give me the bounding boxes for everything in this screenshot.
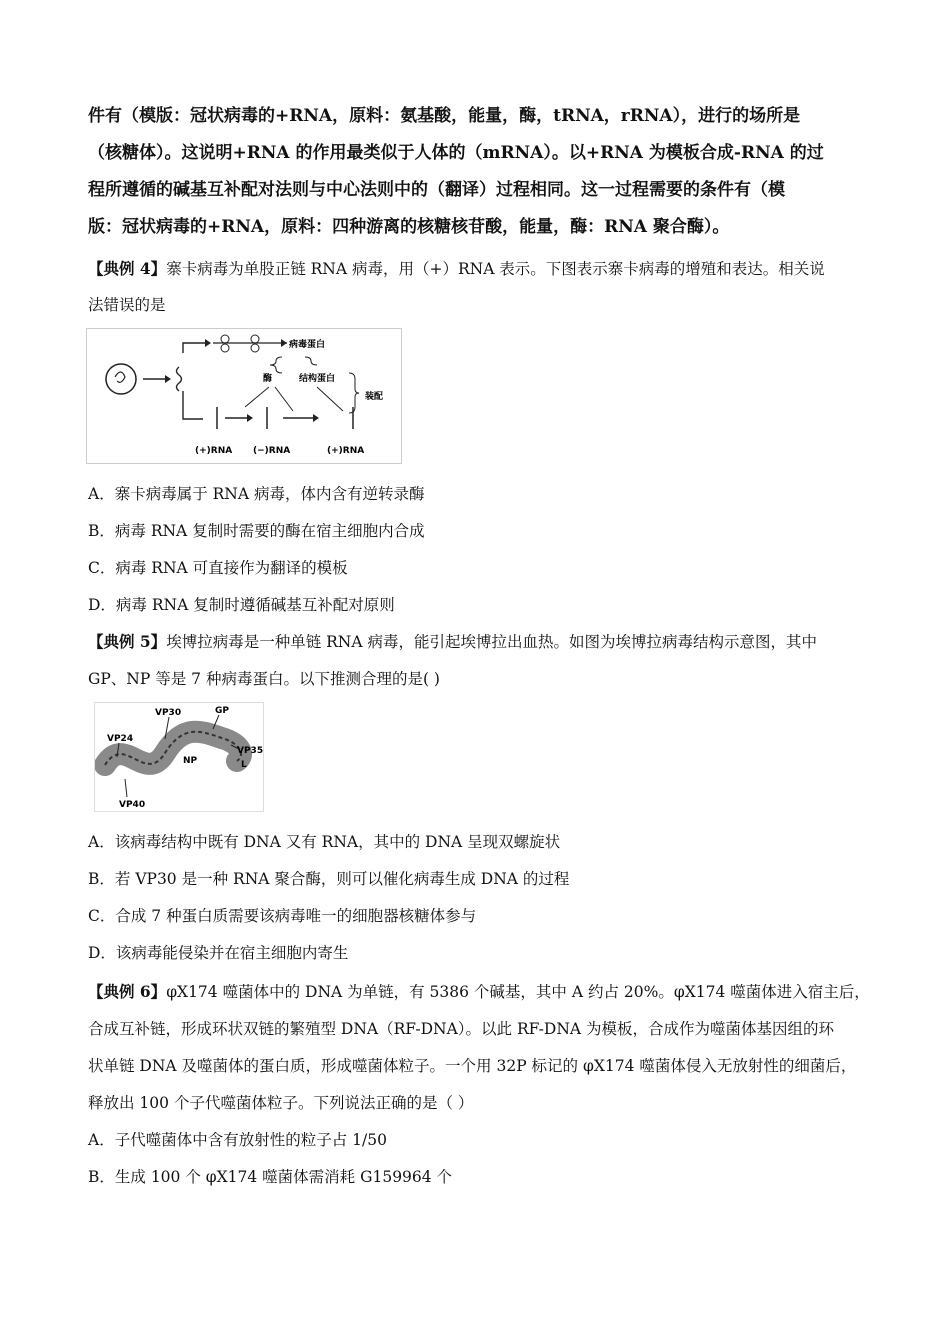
intro-line-4: 版：冠状病毒的+RNA，原料：四种游离的核糖核苷酸，能量，酶：RNA 聚合酶）。 xyxy=(88,217,730,237)
label-structural-protein: 结构蛋白 xyxy=(299,374,336,384)
ex6-stem-line-2: 合成互补链，形成环状双链的繁殖型 DNA（RF-DNA）。以此 RF-DNA 为模板，合成作为噬菌体基因组的环 xyxy=(88,1020,835,1038)
label-vp35: VP35 xyxy=(237,746,263,756)
ex4-option-d: D．病毒 RNA 复制时遵循碱基互补配对原则 xyxy=(88,596,395,614)
ex4-stem-line-2: 法错误的是 xyxy=(88,296,166,314)
ex5-stem-text: 埃博拉病毒是一种单链 RNA 病毒，能引起埃博拉出血热。如图为埃博拉病毒结构示意图，其中 xyxy=(166,633,817,651)
ex4-option-c: C．病毒 RNA 可直接作为翻译的模板 xyxy=(88,559,348,577)
ex6-option-b: B．生成 100 个 φX174 噬菌体需消耗 G159964 个 xyxy=(88,1168,453,1186)
rna-strand-icon xyxy=(177,367,182,391)
ex5-option-a: A．该病毒结构中既有 DNA 又有 RNA，其中的 DNA 呈现双螺旋状 xyxy=(88,833,561,851)
ex6-tag: 【典例 6】 xyxy=(88,982,167,1001)
ex5-stem-line-1 xyxy=(88,630,864,652)
label-viral-protein: 病毒蛋白 xyxy=(289,340,326,350)
ex6-stem-line-4: 释放出 100 个子代噬菌体粒子。下列说法正确的是（ ） xyxy=(88,1094,474,1112)
label-rna-minus: (−)RNA xyxy=(253,446,291,456)
zika-figure xyxy=(86,328,402,464)
ex6-option-a: A．子代噬菌体中含有放射性的粒子占 1/50 xyxy=(88,1131,387,1149)
ex5-option-d: D．该病毒能侵染并在宿主细胞内寄生 xyxy=(88,944,349,962)
ex4-option-a: A．寨卡病毒属于 RNA 病毒，体内含有逆转录酶 xyxy=(88,485,425,503)
virus-icon xyxy=(106,364,136,394)
label-vp40: VP40 xyxy=(119,800,146,810)
ex5-option-c: C．合成 7 种蛋白质需要该病毒唯一的细胞器核糖体参与 xyxy=(88,907,477,925)
ex4-stem-line-1 xyxy=(88,257,864,279)
ex6-stem-line-1 xyxy=(88,980,870,1002)
label-vp24: VP24 xyxy=(107,734,134,744)
ex4-stem-text: 寨卡病毒为单股正链 RNA 病毒，用（+）RNA 表示。下图表示寨卡病毒的增殖和表达。相关说 xyxy=(166,260,825,278)
ebola-figure xyxy=(94,702,264,812)
intro-line-3: 程所遵循的碱基互补配对法则与中心法则中的（翻译）过程相同。这一过程需要的条件有（模 xyxy=(88,180,785,200)
ex4-option-b: B．病毒 RNA 复制时需要的酶在宿主细胞内合成 xyxy=(88,522,425,540)
ex4-tag: 【典例 4】 xyxy=(88,259,167,278)
ex5-stem-line-2: GP、NP 等是 7 种病毒蛋白。以下推测合理的是( ) xyxy=(88,670,440,688)
label-rna-plus-2: (+)RNA xyxy=(327,446,365,456)
label-gp: GP xyxy=(215,706,229,716)
ex6-stem-line-3: 状单链 DNA 及噬菌体的蛋白质，形成噬菌体粒子。一个用 32P 标记的 φX174 噬菌体侵入无放射性的细菌后， xyxy=(88,1057,857,1075)
label-rna-plus-1: (+)RNA xyxy=(195,446,233,456)
ex6-stem-text: φX174 噬菌体中的 DNA 为单链，有 5386 个碱基，其中 A 约占 20%。φX174 噬菌体进入宿主后， xyxy=(166,983,870,1001)
label-assembly: 装配 xyxy=(365,392,384,402)
label-vp30: VP30 xyxy=(155,708,182,718)
label-np: NP xyxy=(183,756,198,766)
intro-line-2: （核糖体）。这说明+RNA 的作用最类似于人体的（mRNA）。以+RNA 为模板合成-RNA 的过 xyxy=(88,143,824,163)
ex5-option-b: B．若 VP30 是一种 RNA 聚合酶，则可以催化病毒生成 DNA 的过程 xyxy=(88,870,570,888)
ex5-tag: 【典例 5】 xyxy=(88,632,167,651)
label-l: L xyxy=(241,760,247,770)
label-enzyme: 酶 xyxy=(263,374,273,384)
intro-line-1: 件有（模版：冠状病毒的+RNA，原料：氨基酸，能量，酶，tRNA，rRNA），进行的场所是 xyxy=(88,106,801,126)
